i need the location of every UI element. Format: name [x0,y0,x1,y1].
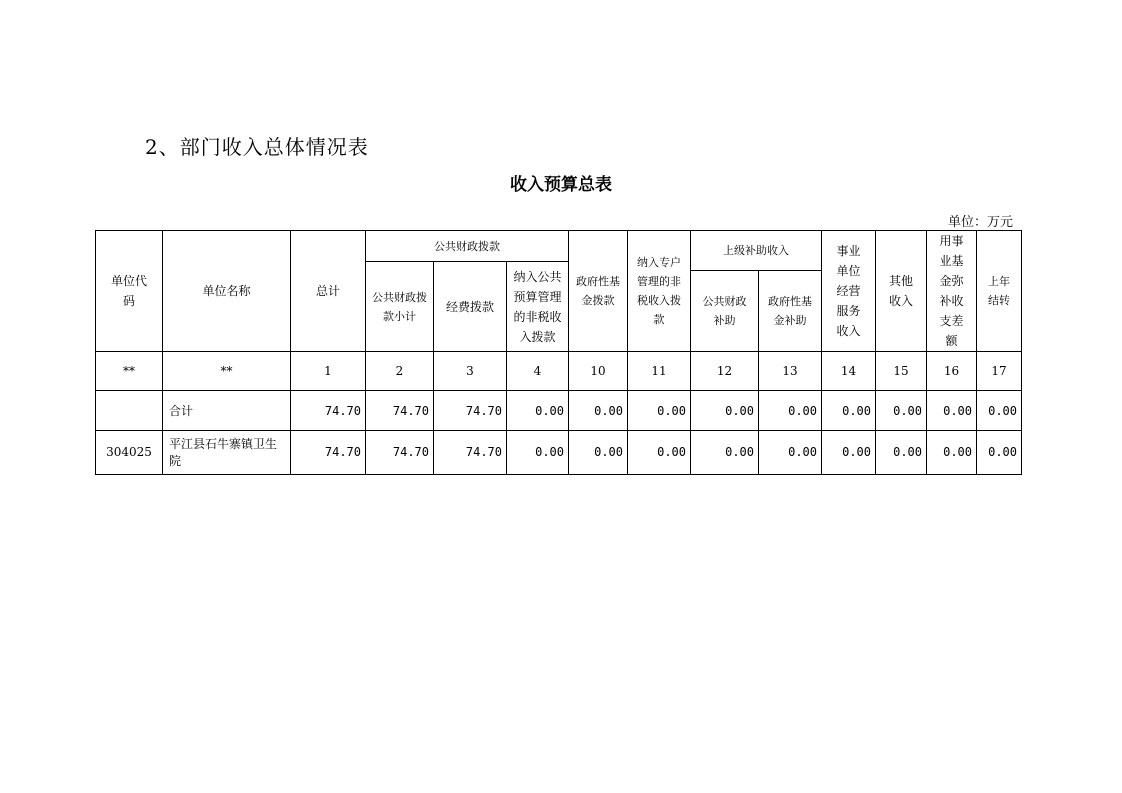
value-cell: 0.00 [876,431,927,475]
header-upper-subsidy: 上级补助收入 [691,231,822,271]
value-cell: 0.00 [569,431,628,475]
value-cell: 0.00 [977,431,1022,475]
row-name: 合计 [163,391,291,431]
code-cell: ** [163,352,291,391]
header-unit-name: 单位名称 [163,231,291,352]
header-upper-public-finance: 公共财政补助 [691,271,759,352]
code-cell: 15 [876,352,927,391]
value-cell: 0.00 [822,431,876,475]
value-cell: 0.00 [759,391,822,431]
value-cell: 74.70 [291,391,366,431]
value-cell: 74.70 [291,431,366,475]
code-cell: 2 [366,352,434,391]
code-cell: 16 [927,352,977,391]
header-other-income: 其他收入 [876,231,927,352]
code-cell: 4 [507,352,569,391]
unit-label: 单位：万元 [947,215,1013,230]
table-title: 收入预算总表 [510,175,612,195]
value-cell: 74.70 [434,391,507,431]
table-row-total [96,391,1022,431]
value-cell: 0.00 [977,391,1022,431]
code-cell: 3 [434,352,507,391]
row-name: 平江县石牛寨镇卫生院 [163,431,291,475]
value-cell: 0.00 [822,391,876,431]
value-cell: 74.70 [366,391,434,431]
header-funding-allocation: 经费拨款 [434,262,507,352]
code-cell: ** [96,352,163,391]
row-code [96,391,163,431]
code-cell: 12 [691,352,759,391]
value-cell: 0.00 [507,431,569,475]
value-cell: 0.00 [759,431,822,475]
income-budget-table [95,230,1022,475]
code-cell: 14 [822,352,876,391]
header-public-finance: 公共财政拨款 [366,231,569,262]
header-fund-compensation: 用事业基金弥补收支差额 [927,231,977,352]
value-cell: 0.00 [691,391,759,431]
header-gov-fund: 政府性基金拨款 [569,231,628,352]
code-cell: 17 [977,352,1022,391]
header-special-nontax: 纳入专户管理的非税收入拨款 [628,231,691,352]
header-last-year-carryover: 上年结转 [977,231,1022,352]
header-public-finance-subtotal: 公共财政拨款小计 [366,262,434,352]
code-cell: 1 [291,352,366,391]
value-cell: 0.00 [876,391,927,431]
value-cell: 0.00 [927,431,977,475]
header-unit-code: 单位代码 [96,231,163,352]
value-cell: 0.00 [691,431,759,475]
value-cell: 0.00 [628,431,691,475]
value-cell: 0.00 [507,391,569,431]
value-cell: 0.00 [569,391,628,431]
row-code: 304025 [96,431,163,475]
header-nontax-in-budget: 纳入公共预算管理的非税收入拨款 [507,262,569,352]
code-cell: 11 [628,352,691,391]
header-upper-gov-fund: 政府性基金补助 [759,271,822,352]
section-heading: 2、部门收入总体情况表 [145,135,369,159]
value-cell: 0.00 [628,391,691,431]
code-cell: 13 [759,352,822,391]
column-code-row [96,352,1022,391]
code-cell: 10 [569,352,628,391]
value-cell: 74.70 [434,431,507,475]
header-total: 总计 [291,231,366,352]
table-row [96,431,1022,475]
header-institution-service: 事业单位经营服务收入 [822,231,876,352]
value-cell: 0.00 [927,391,977,431]
value-cell: 74.70 [366,431,434,475]
